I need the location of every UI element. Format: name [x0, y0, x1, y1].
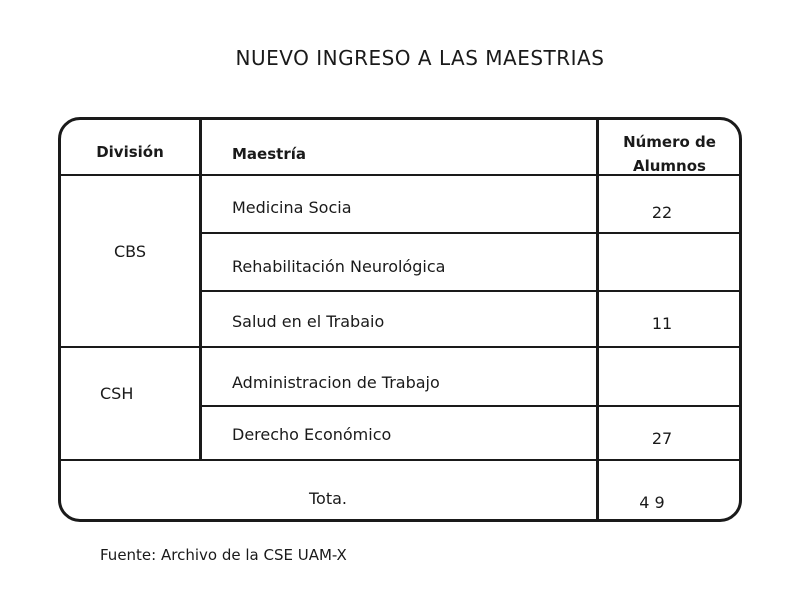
- division-label: CBS: [113, 242, 147, 261]
- division-label: CSH: [100, 384, 134, 403]
- maestria-cell: Derecho Económico: [232, 425, 392, 444]
- maestria-cell: Administracion de Trabajo: [232, 373, 440, 392]
- total-label: Tota.: [308, 489, 347, 508]
- row-divider: [201, 405, 740, 407]
- group-divider: [60, 346, 740, 348]
- header-alumnos-line2: Alumnos: [633, 157, 706, 175]
- alumnos-cell: 22: [651, 203, 673, 222]
- source-note: Fuente: Archivo de la CSE UAM-X: [100, 546, 347, 564]
- alumnos-cell: 27: [651, 429, 673, 448]
- total-divider: [60, 459, 740, 461]
- maestria-cell: Medicina Socia: [232, 198, 352, 217]
- header-maestria: Maestría: [232, 145, 306, 163]
- maestria-cell: Rehabilitación Neurológica: [232, 257, 446, 276]
- row-divider: [201, 232, 740, 234]
- total-value: 4 9: [639, 493, 665, 512]
- table-title: NUEVO INGRESO A LAS MAESTRIAS: [235, 46, 605, 70]
- alumnos-cell: 11: [651, 314, 673, 333]
- row-divider: [201, 290, 740, 292]
- header-division: División: [96, 143, 164, 161]
- maestria-cell: Salud en el Trabaio: [232, 312, 385, 331]
- header-alumnos-line1: Número de: [623, 133, 716, 151]
